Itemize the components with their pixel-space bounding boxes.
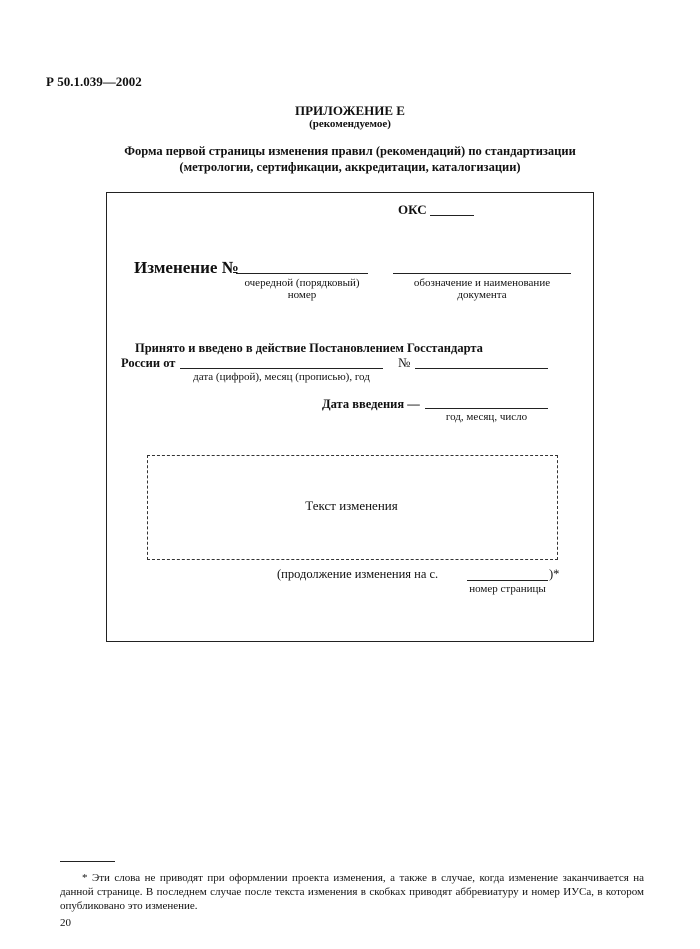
number-hint-line1: очередной (порядковый) — [244, 277, 360, 289]
intro-date-field[interactable] — [425, 408, 548, 409]
designation-hint-line1: обозначение и наименование — [413, 277, 551, 289]
form-title-line1: Форма первой страницы изменения правил (рекомендаций) по стандартизации — [124, 144, 576, 158]
change-label: Изменение № — [134, 258, 239, 277]
designation-field[interactable] — [393, 273, 571, 274]
continuation-end: )* — [549, 567, 560, 581]
appendix-subtitle: (рекомендуемое) — [309, 118, 391, 130]
change-text-label: Текст изменения — [305, 498, 398, 513]
date-hint: дата (цифрой), месяц (прописью), год — [193, 371, 370, 383]
footnote-divider — [60, 861, 115, 862]
form-title-line2: (метрологии, сертификации, аккредитации, каталогизации) — [179, 160, 521, 174]
change-number-field[interactable] — [236, 273, 368, 274]
form-title — [0, 143, 700, 175]
designation-hint — [393, 277, 571, 301]
resolution-number-field[interactable] — [415, 368, 548, 369]
page-number: 20 — [60, 917, 71, 929]
document-code: Р 50.1.039—2002 — [46, 74, 142, 89]
page-number-hint: номер страницы — [469, 583, 546, 595]
number-sign: № — [398, 355, 411, 370]
continuation-page-field[interactable] — [467, 580, 548, 581]
appendix-title: ПРИЛОЖЕНИЕ Е — [295, 103, 405, 118]
continuation-label: (продолжение изменения на с. — [277, 567, 439, 581]
footnote-text: * Эти слова не приводят при оформлении проекта изменения, а также в случае, когда изменение заканчивается на данной странице. В последнем случае после текста изменения в скобках приводят аббревиатуру и номер ИУСа, в котором опубликовано это изменение. — [60, 872, 644, 912]
designation-hint-line2: документа — [457, 289, 507, 301]
number-hint-line2: номер — [287, 289, 317, 301]
number-hint — [230, 277, 374, 301]
intro-date-hint: год, месяц, число — [445, 411, 528, 423]
adopted-line1: Принято и введено в действие Постановлением Госстандарта — [135, 341, 483, 355]
adopted-line2: России от — [121, 356, 176, 370]
adoption-date-field[interactable] — [180, 368, 383, 369]
oks-label: ОКС — [398, 202, 427, 217]
oks-field[interactable] — [430, 215, 474, 216]
intro-date-label: Дата введения — — [322, 397, 420, 411]
